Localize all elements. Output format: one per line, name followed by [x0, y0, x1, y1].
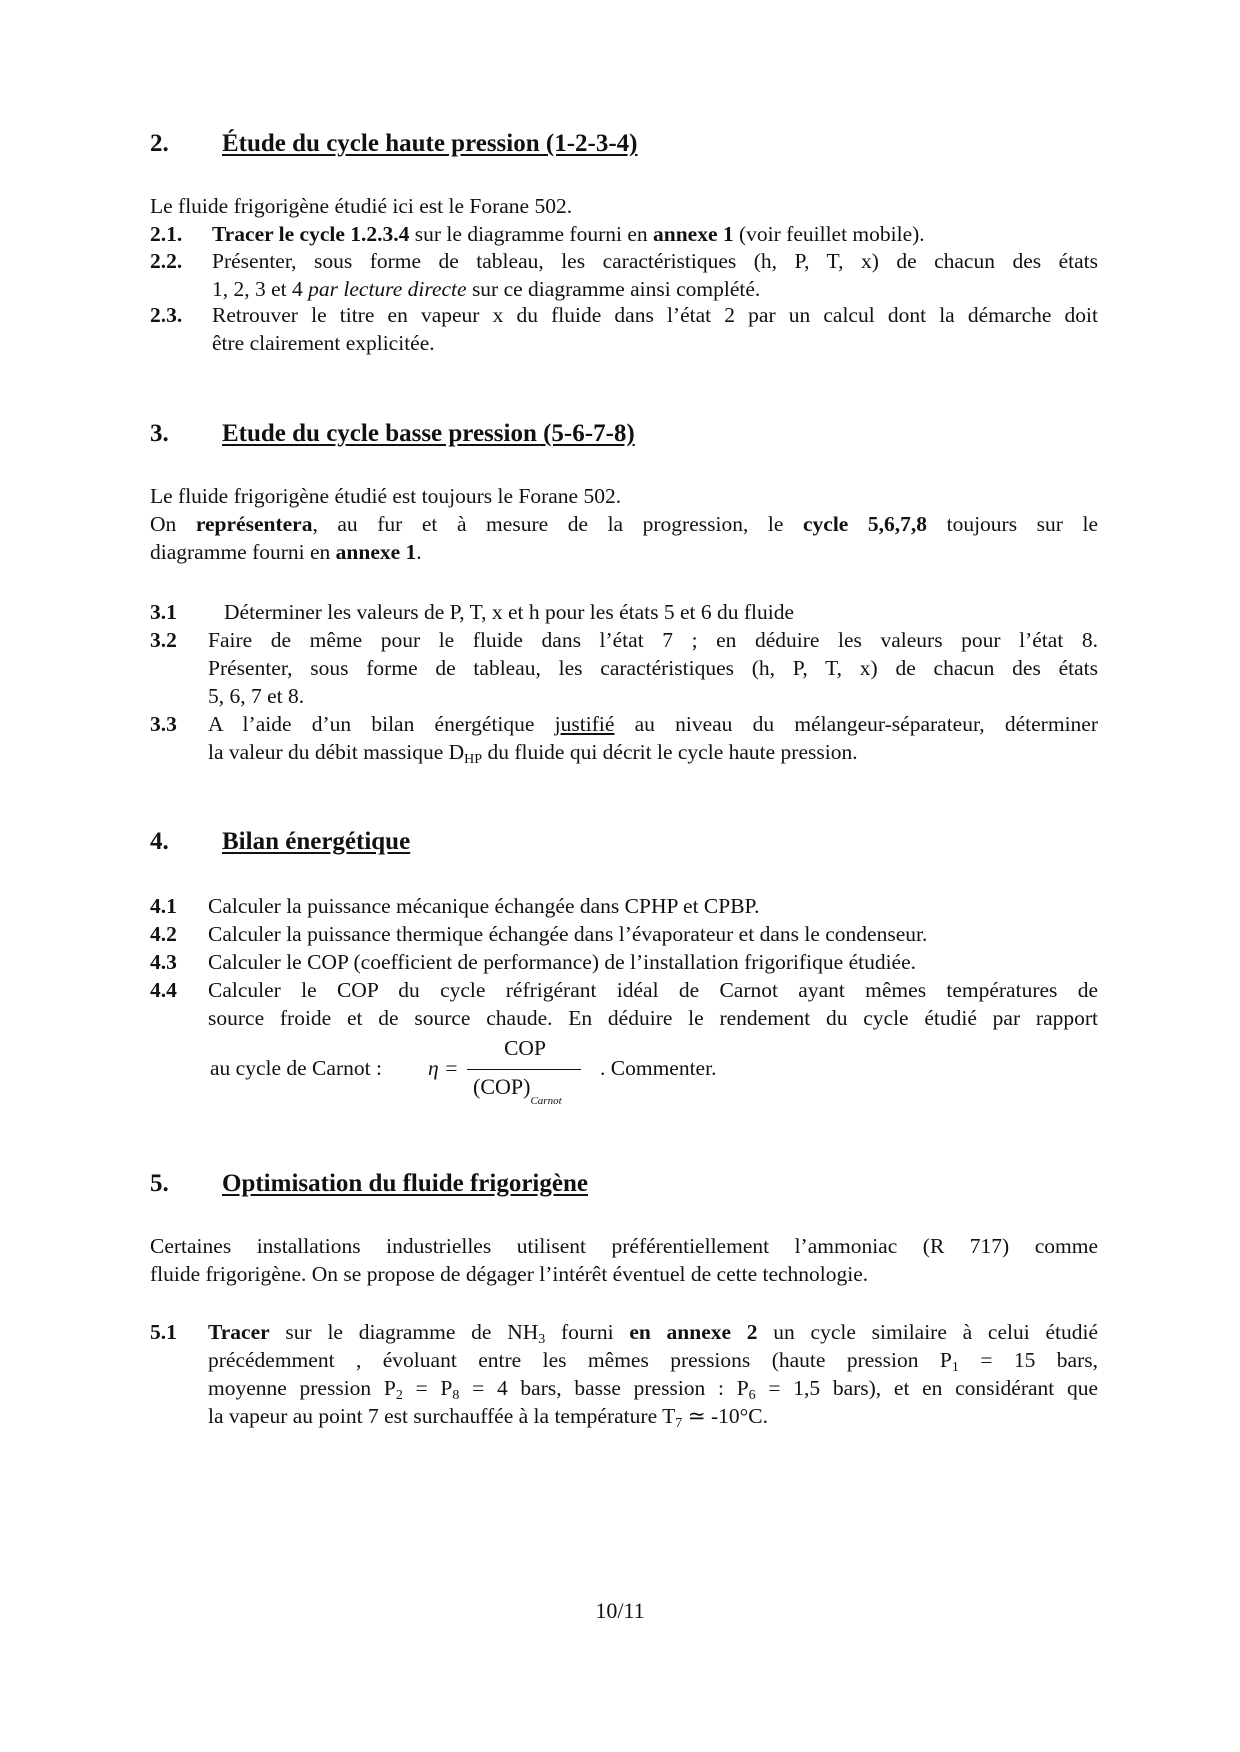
fraction-denominator: $(COP)_{Carnot}$ — [473, 1074, 562, 1107]
section-title: Étude du cycle haute pression (1-2-3-4) — [222, 130, 638, 157]
section-2-heading — [150, 130, 638, 158]
section-3-heading: 3. Etude du cycle basse pression (5-6-7-8) — [150, 420, 635, 447]
fraction-numerator: COP — [504, 1036, 546, 1060]
eta-symbol: η = — [428, 1056, 459, 1080]
section-3-intro: Le fluide frigorigène étudié est toujours le Forane 502. On représentera, au fur et à mesure de la progression, le cycle 5,6,7,8 toujours sur le diagramme fourni en annexe 1. — [150, 484, 1098, 564]
fraction-bar — [467, 1069, 581, 1070]
section-5-intro: Certaines installations industrielles utilisent préférentiellement l’ammoniac (R 717) comme fluide frigorigène. On se propose de dégager l’intérêt éventuel de cette technologie. — [150, 1234, 1098, 1286]
section-5-heading: 5. Optimisation du fluide frigorigène — [150, 1170, 588, 1197]
document-page: 2. Étude du cycle haute pression (1-2-3-4) Le fluide frigorigène étudié ici est le Forane 502. 2.1. Tracer le cycle 1.2.3.4 sur le diagramme fourni en annexe 1 (voir feuillet mobile). 2.2. Présenter, sous forme de tableau, les caractéristiques (h, P, T, x) de chacun des états 1, 2, 3 et 4 par lecture directe sur ce diagramme ainsi complété. 2.3. Retrouver le titre en vapeur x du fluide dans l’état 2 par un calcul dont la démarche doit être clairement explicitée. 3. Etude du cycle basse pression (5-6-7-8) Le fluide frigorigène étudié est toujours le Forane 502. On représentera, au fur et à mesure de la progression, le cycle 5,6,7,8 toujours sur le diagramme fourni en annexe 1. 3.1 Déterminer les valeurs de P, T, x et h pour les états 5 et 6 du fluide 3.2 Faire de même pour le fluide dans l’état 7 ; en déduire les valeurs pour l’état 8. Présenter, sous forme de tableau, les caractéristiques (h, P, T, x) de chacun des états 5, 6, 7 et 8. 3.3 A l’aide d’un bilan énergétique justifié au niveau du mélangeur-séparateur, déterminer la valeur du débit massique $D_{HP}$ du fluide qui décrit le cycle haute pression. 4. Bilan énergétique 4.1 Calculer la puissance mécanique échangée dans CPHP et CPBP. 4.2 Calculer la puissance thermique échangée dans l’évaporateur et dans le condenseur. 4.3 Calculer le COP (coefficient de performance) de l’installation frigorifique étudiée. 4.4 Calculer le COP du cycle réfrigérant idéal de Carnot ayant mêmes températures de source froide et de source chaude. En déduire le rendement du cycle étudié par rapport au cycle de Carnot : η = COP $(COP)_{Carnot}$ . Commenter. 5. Optimisation du fluide frigorigène Certaines installations industrielles utilisent préférentiellement l’ammoniac (R 717) comme fluide frigorigène. On se propose de dégager l’intérêt éventuel de cette technologie. 5.1 Tracer sur le diagramme de $NH_3$ fourni en annexe 2 un cycle similaire à celui étudié précédemment , évoluant entre les mêmes pressions (haute pression $P_1 = 15$ bars, moyenne pression $P_2 = P_8 = 4$ bars, basse pression : $P_6 = 1,5$ bars), et en considérant que la vapeur au point 7 est surchauffée à la température $T_7$ ≃ -10°C. 10/11 — [0, 0, 1240, 1752]
section-number: 2. — [150, 130, 169, 157]
section-2-intro: Le fluide frigorigène étudié ici est le Forane 502. — [150, 194, 573, 218]
carnot-efficiency-formula: au cycle de Carnot : η = COP $(COP)_{Carnot}$ . Commenter. — [210, 1036, 717, 1107]
section-4-heading: 4. Bilan énergétique — [150, 828, 411, 855]
page-number: 10/11 — [595, 1598, 645, 1623]
